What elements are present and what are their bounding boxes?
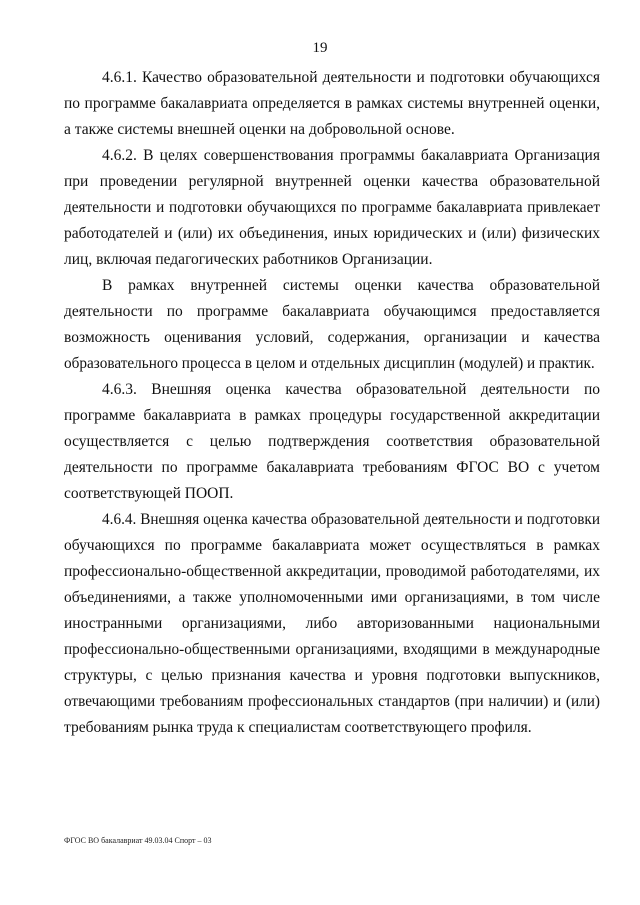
paragraph-4-6-2 [64,143,600,273]
text-line: возможность оценивания условий, содержания, организации и качества [64,329,600,346]
paragraph-4-6-1 [64,65,600,143]
text-line: деятельности по программе бакалавриата обучающимся предоставляется [64,303,600,320]
text-line: объединениями, а также уполномоченными ими организациями, в том числе [64,589,600,606]
text-line: деятельности по программе бакалавриата требованиям ФГОС ВО с учетом [64,459,600,476]
text-line: при проведении регулярной внутренней оценки качества образовательной [64,173,600,190]
text-line: осуществляется с целью подтверждения соответствия образовательной [64,433,600,450]
text-line: образовательного процесса в целом и отдельных дисциплин (модулей) и практик. [64,355,595,372]
text-line: 4.6.4. Внешняя оценка качества образовательной деятельности и подготовки [102,511,600,528]
text-line: деятельности и подготовки обучающихся по программе бакалавриата привлекает [64,199,600,216]
text-line: профессионально-общественными организациями, входящими в международные [64,641,600,658]
text-line: лиц, включая педагогических работников Организации. [64,251,433,268]
text-line: по программе бакалавриата определяется в рамках системы внутренней оценки, [64,95,600,112]
page-footer: ФГОС ВО бакалавриат 49.03.04 Спорт – 03 [64,836,212,845]
text-line: а также системы внешней оценки на добровольной основе. [64,121,455,138]
text-line: требованиям рынка труда к специалистам соответствующего профиля. [64,719,532,736]
text-line: структуры, с целью признания качества и уровня подготовки выпускников, [64,667,600,684]
text-line: 4.6.2. В целях совершенствования программы бакалавриата Организация [102,147,600,164]
text-line: В рамках внутренней системы оценки качества образовательной [102,277,600,294]
text-line: профессионально-общественной аккредитации, проводимой работодателями, их [64,563,600,580]
text-line: 4.6.1. Качество образовательной деятельности и подготовки обучающихся [102,69,600,86]
text-line: обучающихся по программе бакалавриата может осуществляться в рамках [64,537,600,554]
page-number: 19 [312,40,328,56]
paragraph-4-6-3 [64,377,600,507]
text-line: программе бакалавриата в рамках процедуры государственной аккредитации [64,407,600,424]
paragraph-4-6-4 [64,507,600,741]
text-line: работодателей и (или) их объединения, иных юридических и (или) физических [64,225,600,242]
text-line: отвечающими требованиям профессиональных стандартов (при наличии) и (или) [64,693,600,710]
paragraph-internal-evaluation [64,273,600,377]
text-line: иностранными организациями, либо авторизованными национальными [64,615,600,632]
text-line: соответствующей ПООП. [64,485,234,502]
text-line: 4.6.3. Внешняя оценка качества образовательной деятельности по [102,381,600,398]
